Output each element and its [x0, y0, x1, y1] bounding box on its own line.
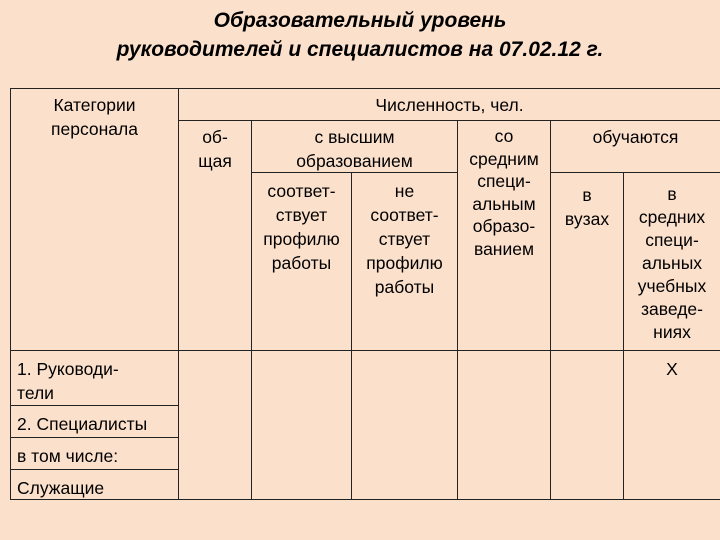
- managers-studying-secondary-mark: Х: [666, 359, 678, 379]
- header-studying-uni: в вузах: [564, 185, 610, 229]
- header-category: Категории персонала: [51, 95, 138, 139]
- header-higher-nomatch-cell: [352, 173, 458, 351]
- page-title: [0, 6, 720, 64]
- header-total-cell: [179, 121, 252, 351]
- row-label-including-cell: [11, 438, 179, 470]
- body-higher-nomatch-column: [352, 351, 458, 499]
- header-total: об- щая: [198, 127, 232, 171]
- header-studying-uni-cell: [551, 173, 624, 351]
- body-studying-secondary-column: [624, 351, 720, 499]
- row-label-including: в том числе:: [17, 446, 119, 466]
- header-higher-match-cell: [252, 173, 352, 351]
- header-studying-secondary-cell: [624, 173, 720, 351]
- body-higher-match-column: [252, 351, 352, 499]
- header-category-cell: [11, 89, 179, 351]
- row-label-clerks: Служащие: [17, 478, 105, 498]
- education-table: [10, 88, 720, 500]
- body-secondary-column: [458, 351, 551, 499]
- body-studying-uni-column: [551, 351, 624, 499]
- body-total-column: [179, 351, 252, 499]
- title-line-1: Образовательный уровень: [213, 9, 507, 32]
- header-studying-secondary: в средних специ- альных учебных заведе- ниях: [637, 184, 707, 342]
- row-label-clerks-cell: [11, 470, 179, 499]
- row-label-specialists-cell: [11, 406, 179, 438]
- header-higher-nomatch: не соответ- ствует профилю работы: [366, 181, 443, 297]
- header-headcount: Численность, чел.: [375, 95, 524, 115]
- header-secondary: со средним специ- альным образо- ванием: [469, 126, 539, 259]
- row-label-managers-cell: [11, 351, 179, 406]
- header-secondary-cell: [458, 121, 551, 351]
- row-label-managers: 1. Руководи- тели: [17, 359, 119, 403]
- title-line-2: руководителей и специалистов на 07.02.12 г.: [116, 38, 604, 61]
- header-studying-cell: [551, 121, 720, 173]
- header-higher-cell: [252, 121, 458, 173]
- header-higher: с высшим образованием: [296, 127, 413, 171]
- row-label-specialists: 2. Специалисты: [17, 414, 148, 434]
- header-studying: обучаются: [592, 127, 679, 147]
- header-headcount-cell: [179, 89, 720, 121]
- header-higher-match: соответ- ствует профилю работы: [263, 181, 340, 273]
